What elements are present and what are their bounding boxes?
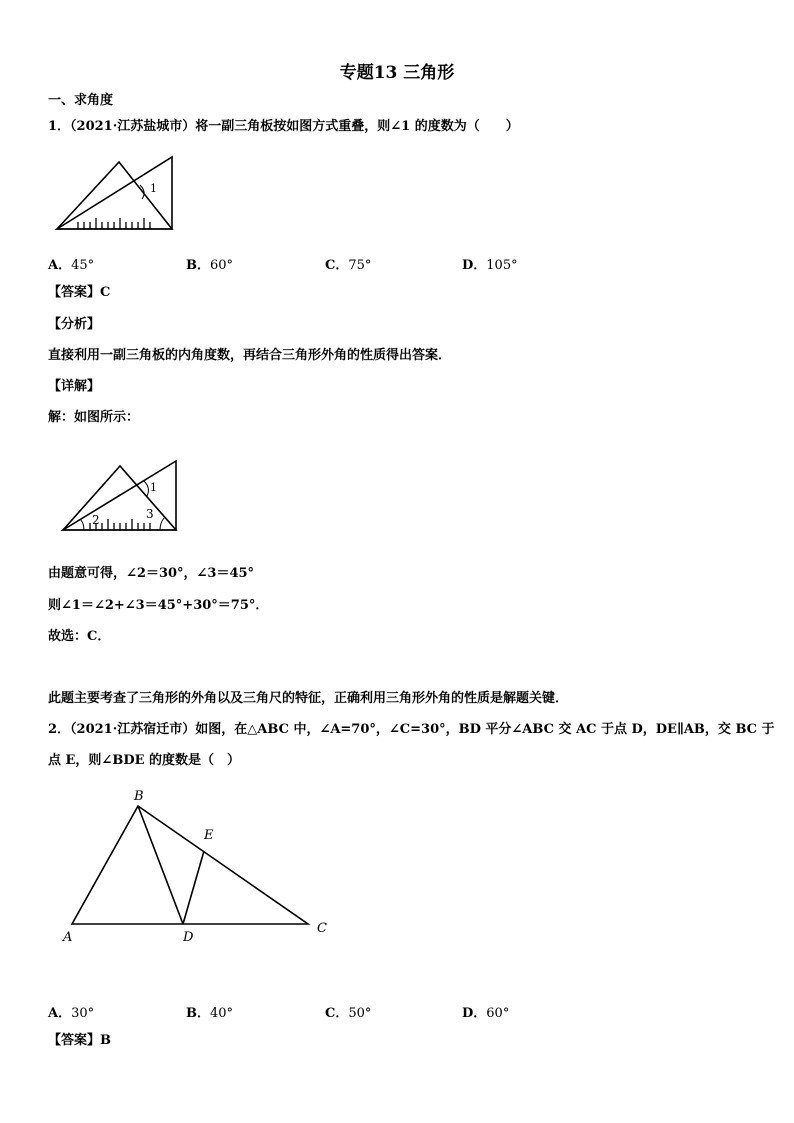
q1-angle-label-1: 1 [150, 182, 157, 195]
q2-choice-c: C．50° [325, 1006, 372, 1021]
q2-label-b: B [134, 789, 144, 804]
q1-analysis-text: 直接利用一副三角板的内角度数，再结合三角形外角的性质得出答案． [48, 348, 452, 363]
q1-choice-b: B．60° [186, 258, 234, 273]
q1-choice-c: C．75° [325, 258, 372, 273]
q2-triangle-abc [72, 806, 308, 924]
q1-step-1: 由题意可得，∠2＝30°，∠3＝45° [48, 566, 255, 581]
q2-choice-d: D．60° [462, 1006, 510, 1021]
q1-answer: 【答案】C [48, 285, 111, 300]
q1-choice-a: A．45° [48, 258, 95, 273]
page-title: 专题13 三角形 [339, 63, 455, 83]
q1-solution-label-2: 2 [92, 513, 100, 527]
q1-stem: 1．（2021·江苏盐城市）将一副三角板按如图方式重叠，则∠1 的度数为（ ） [48, 119, 519, 134]
q1-ruler-ticks [78, 218, 150, 229]
q1-choice-d: D．105° [462, 258, 518, 273]
q1-comment: 此题主要考查了三角形的外角以及三角尺的特征，正确利用三角形外角的性质是解题关键． [48, 691, 569, 706]
q1-step-3: 故选：C． [48, 629, 111, 644]
q1-step-2: 则∠1＝∠2+∠3＝45°+30°＝75°． [48, 598, 269, 613]
q1-analysis-heading: 【分析】 [48, 317, 101, 332]
q2-label-d: D [183, 930, 194, 945]
q1-figure [52, 152, 177, 232]
q2-segment-bd [138, 806, 183, 924]
q2-label-a: A [63, 930, 73, 945]
q1-solution-label-3: 3 [146, 507, 154, 521]
q2-label-c: C [317, 921, 327, 936]
q2-answer: 【答案】B [48, 1033, 111, 1048]
q2-segment-de [183, 851, 204, 924]
q2-triangle-figure [55, 780, 345, 950]
q2-choice-b: B．40° [186, 1006, 234, 1021]
q1-solution-intro: 解：如图所示： [48, 410, 140, 425]
q2-label-e: E [204, 828, 214, 843]
q1-solution-label-1: 1 [150, 481, 157, 494]
q1-detail-heading: 【详解】 [48, 379, 101, 394]
q2-choice-a: A．30° [48, 1006, 95, 1021]
section-heading: 一、求角度 [48, 93, 114, 108]
q2-stem-line-1: 2．（2021·江苏宿迁市）如图，在△ABC 中，∠A=70°，∠C=30°，BD 平分∠ABC 交 AC 于点 D，DE∥AB，交 BC 于 [48, 722, 775, 737]
q1-solution-figure [60, 458, 182, 533]
q2-stem-line-2: 点 E，则∠BDE 的度数是（ ） [48, 753, 241, 768]
